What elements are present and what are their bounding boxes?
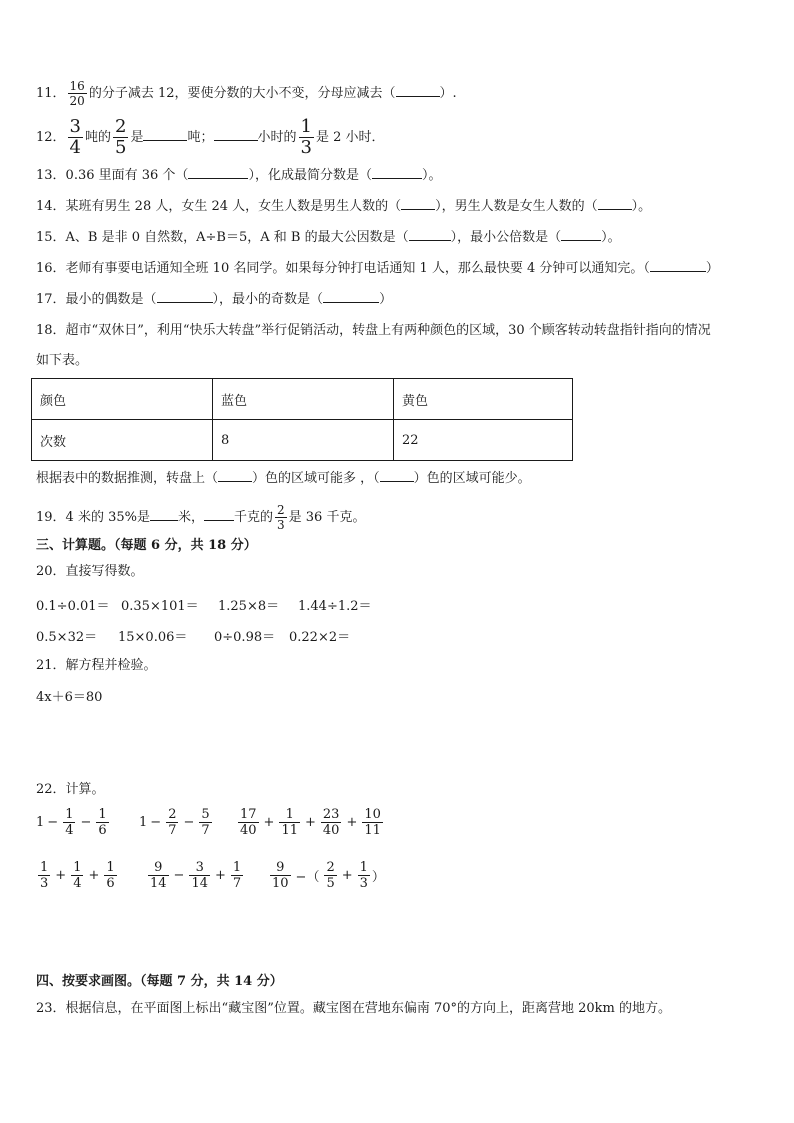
fraction: $\frac{1}{7}$ — [232, 860, 242, 891]
fraction: $\frac{1}{6}$ — [106, 860, 115, 891]
calc-expression-6: $\frac{9}{10}$ −（ $\frac{2}{5}$ + $\frac{1}{3}$ ） — [272, 860, 385, 891]
table-cell: 22 — [394, 420, 573, 461]
answer-blank[interactable] — [598, 197, 632, 210]
answer-blank[interactable] — [204, 508, 234, 521]
question-17: 17．最小的偶数是（ ），最小的奇数是（ ） — [36, 292, 393, 307]
fraction: $\frac{2}{5}$ — [115, 116, 127, 158]
answer-blank[interactable] — [380, 469, 414, 482]
question-21-title: 21．解方程并检验。 — [36, 658, 157, 673]
fraction: $\frac{5}{7}$ — [201, 807, 210, 838]
question-18-line-2: 如下表。 — [36, 353, 89, 368]
answer-blank[interactable] — [157, 290, 213, 303]
fraction: $\frac{3}{14}$ — [191, 860, 208, 891]
table-header-cell: 蓝色 — [213, 379, 394, 420]
answer-blank[interactable] — [323, 290, 379, 303]
fraction: $\frac{9}{10}$ — [272, 860, 289, 891]
question-11: 11． $\frac{16}{20}$ 的分子减去 12，要使分数的大小不变，分母应减去（ ）. — [36, 79, 457, 108]
fraction: $\frac{9}{14}$ — [150, 860, 167, 891]
fraction: $\frac{1}{3}$ — [300, 116, 312, 158]
calc-expression-1: 1 − $\frac{1}{4}$ − $\frac{1}{6}$ — [36, 807, 107, 838]
answer-blank[interactable] — [214, 128, 258, 141]
fraction: $\frac{2}{5}$ — [326, 860, 335, 891]
answer-blank[interactable] — [650, 259, 706, 272]
table-header-cell: 黄色 — [394, 379, 573, 420]
answer-blank[interactable] — [561, 228, 601, 241]
fraction: $\frac{3}{4}$ — [69, 116, 81, 158]
quick-calc-item: 1.44÷1.2＝ — [298, 599, 372, 614]
answer-blank[interactable] — [188, 166, 248, 179]
fraction: $\frac{23}{40}$ — [322, 807, 340, 838]
table-row — [32, 420, 573, 461]
fraction: $\frac{1}{3}$ — [359, 860, 368, 891]
question-18-line-1: 18．超市“双休日”，利用“快乐大转盘”举行促销活动，转盘上有两种颜色的区域，30 个顾客转动转盘指针指向的情况 — [36, 323, 711, 338]
calc-expression-4: $\frac{1}{3}$ + $\frac{1}{4}$ + $\frac{1}{6}$ — [40, 860, 115, 891]
fraction: $\frac{1}{4}$ — [73, 860, 82, 891]
quick-calc-item: 0÷0.98＝ — [214, 630, 276, 645]
table-row — [32, 379, 573, 420]
fraction: $\frac{17}{40}$ — [240, 807, 257, 838]
question-12: 12． $\frac{3}{4}$ 吨的 $\frac{2}{5}$ 是 吨； 小时的 $\frac{1}{3}$ 是 2 小时． — [36, 116, 385, 158]
answer-blank[interactable] — [409, 228, 451, 241]
quick-calc-item: 0.5×32＝ — [36, 630, 98, 645]
section-3-heading: 三、计算题。（每题 6 分，共 18 分） — [36, 538, 257, 553]
section-4-heading: 四、按要求画图。（每题 7 分，共 14 分） — [36, 974, 283, 989]
calc-expression-3: $\frac{17}{40}$ + $\frac{1}{11}$ + $\frac{23}{40}$ + $\frac{10}{11}$ — [240, 807, 381, 838]
answer-blank[interactable] — [218, 469, 252, 482]
answer-blank[interactable] — [143, 128, 187, 141]
question-18-followup: 根据表中的数据推测，转盘上（ ）色的区域可能多 ，（ ）色的区域可能少。 — [36, 471, 531, 486]
answer-blank[interactable] — [401, 197, 435, 210]
fraction: $\frac{16}{20}$ — [69, 79, 85, 108]
answer-blank[interactable] — [372, 166, 422, 179]
quick-calc-item: 0.35×101＝ — [121, 599, 199, 614]
equation: 4x＋6＝80 — [36, 690, 103, 705]
question-23: 23．根据信息，在平面图上标出“藏宝图”位置。藏宝图在营地东偏南 70°的方向上，距离营地 20km 的地方。 — [36, 1001, 672, 1016]
quick-calc-item: 0.1÷0.01＝ — [36, 599, 110, 614]
calc-expression-5: $\frac{9}{14}$ − $\frac{3}{14}$ + $\frac{1}{7}$ — [150, 860, 242, 891]
question-22-title: 22．计算。 — [36, 782, 105, 797]
fraction: $\frac{1}{3}$ — [40, 860, 49, 891]
table-cell: 次数 — [32, 420, 213, 461]
question-14: 14．某班有男生 28 人，女生 24 人，女生人数是男生人数的（ ），男生人数是女生人数的（ ）。 — [36, 199, 652, 214]
fraction: $\frac{10}{11}$ — [364, 807, 381, 838]
question-19: 19．4 米的 35%是 米， 千克的 $\frac{2}{3}$ 是 36 千克。 — [36, 503, 366, 532]
question-15: 15．A、B 是非 0 自然数，A÷B＝5，A 和 B 的最大公因数是（ ），最小公倍数是（ ）。 — [36, 230, 621, 245]
question-number: 11． — [36, 86, 66, 101]
quick-calc-item: 1.25×8＝ — [218, 599, 280, 614]
fraction: $\frac{1}{6}$ — [98, 807, 107, 838]
answer-blank[interactable] — [396, 84, 440, 97]
quick-calc-item: 0.22×2＝ — [289, 630, 351, 645]
question-13: 13．0.36 里面有 36 个（ ），化成最简分数是（ ）。 — [36, 168, 442, 183]
question-20-title: 20．直接写得数。 — [36, 564, 144, 579]
fraction: $\frac{2}{3}$ — [277, 503, 285, 532]
quick-calc-item: 15×0.06＝ — [118, 630, 188, 645]
table-cell: 8 — [213, 420, 394, 461]
fraction: $\frac{1}{11}$ — [281, 807, 298, 838]
spin-result-table — [31, 378, 573, 461]
answer-blank[interactable] — [150, 508, 178, 521]
table-header-cell: 颜色 — [32, 379, 213, 420]
question-16: 16．老师有事要电话通知全班 10 名同学。如果每分钟打电话通知 1 人，那么最快要 4 分钟可以通知完。（ ） — [36, 261, 719, 276]
fraction: $\frac{2}{7}$ — [168, 807, 177, 838]
fraction: $\frac{1}{4}$ — [65, 807, 74, 838]
calc-expression-2: 1 − $\frac{2}{7}$ − $\frac{5}{7}$ — [139, 807, 210, 838]
